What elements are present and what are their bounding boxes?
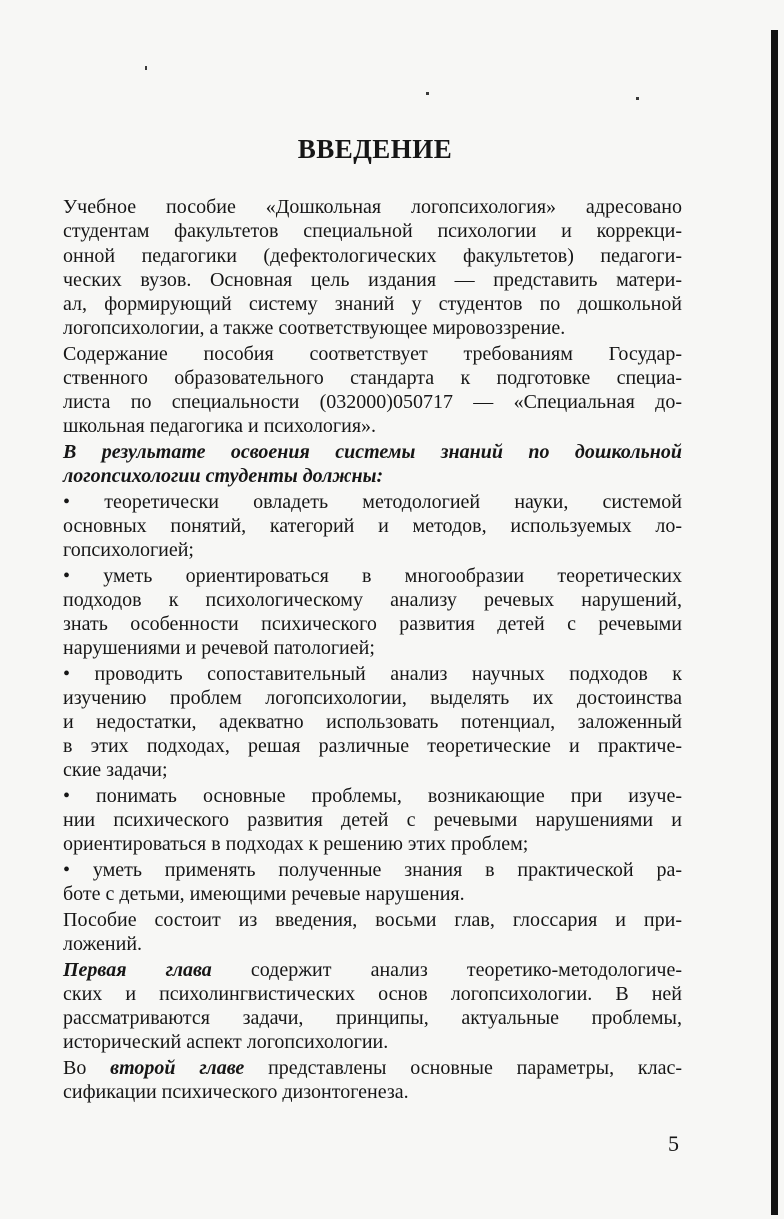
text-line: гопсихологией; [63, 539, 194, 561]
text-line: ственного образовательного стандарта к подготовке специа- [63, 367, 682, 389]
text-line: листа по специальности (032000)050717 — «Специальная до- [63, 391, 682, 413]
page-number: 5 [668, 1131, 679, 1156]
text-line: исторический аспект логопсихологии. [63, 1031, 389, 1053]
text-line: Первая глава содержит анализ теоретико-методологиче- [63, 959, 682, 981]
text-line: ориентироваться в подходах к решению этих проблем; [63, 833, 529, 855]
text-line: ских и психолингвистических основ логопсихологии. В ней [63, 983, 682, 1005]
text-line: Пособие состоит из введения, восьми глав, глоссария и при- [63, 909, 682, 931]
text-line: • уметь применять полученные знания в практической ра- [63, 859, 682, 881]
emphasis-text: Первая глава [63, 959, 212, 981]
text-line: школьная педагогика и психология». [63, 415, 377, 437]
page-title: ВВЕДЕНИЕ [297, 134, 453, 164]
text-line: подходов к психологическому анализу речевых нарушений, [63, 589, 682, 611]
scan-speck [145, 66, 147, 70]
text-line: знать особенности психического развития детей с речевыми [63, 613, 682, 635]
text-line: ал, формирующий систему знаний у студентов по дошкольной [63, 293, 682, 315]
scan-speck [426, 92, 429, 95]
text-line: нии психического развития детей с речевыми нарушениями и [63, 809, 682, 831]
scan-speck [636, 97, 639, 100]
text-line: в этих подходах, решая различные теоретические и практиче- [63, 735, 682, 757]
text-line: Учебное пособие «Дошкольная логопсихология» адресовано [63, 196, 682, 218]
text-line: • проводить сопоставительный анализ научных подходов к [63, 663, 682, 685]
text-line: и недостатки, адекватно использовать потенциал, заложенный [63, 711, 682, 733]
text-line: онной педагогики (дефектологических факультетов) педагоги- [63, 245, 682, 267]
text-line: рассматриваются задачи, принципы, актуальные проблемы, [63, 1007, 682, 1029]
text-line: ложений. [63, 933, 143, 955]
text-line: ские задачи; [63, 759, 168, 781]
text-line: • теоретически овладеть методологией науки, системой [63, 491, 682, 513]
text-line: • понимать основные проблемы, возникающие при изуче- [63, 785, 682, 807]
text-line: нарушениями и речевой патологией; [63, 637, 375, 659]
text-line: сификации психического дизонтогенеза. [63, 1081, 409, 1103]
emphasis-text: второй главе [110, 1057, 245, 1079]
text-line: • уметь ориентироваться в многообразии теоретических [63, 565, 682, 587]
text-line: Содержание пособия соответствует требованиям Государ- [63, 343, 682, 365]
text-line: логопсихологии студенты должны: [63, 465, 384, 487]
text-line: логопсихологии, а также соответствующее мировоззрение. [63, 317, 566, 339]
text-line: ческих вузов. Основная цель издания — представить матери- [63, 269, 682, 291]
text-line: студентам факультетов специальной психологии и коррекци- [63, 220, 682, 242]
text-line: боте с детьми, имеющими речевые нарушения. [63, 883, 465, 905]
text-line: В результате освоения системы знаний по дошкольной [63, 441, 682, 463]
text-line: изучению проблем логопсихологии, выделять их достоинства [63, 687, 682, 709]
page-edge-bar [771, 30, 778, 1215]
text-line: основных понятий, категорий и методов, используемых ло- [63, 515, 682, 537]
text-line: Во второй главе представлены основные параметры, клас- [63, 1057, 682, 1079]
